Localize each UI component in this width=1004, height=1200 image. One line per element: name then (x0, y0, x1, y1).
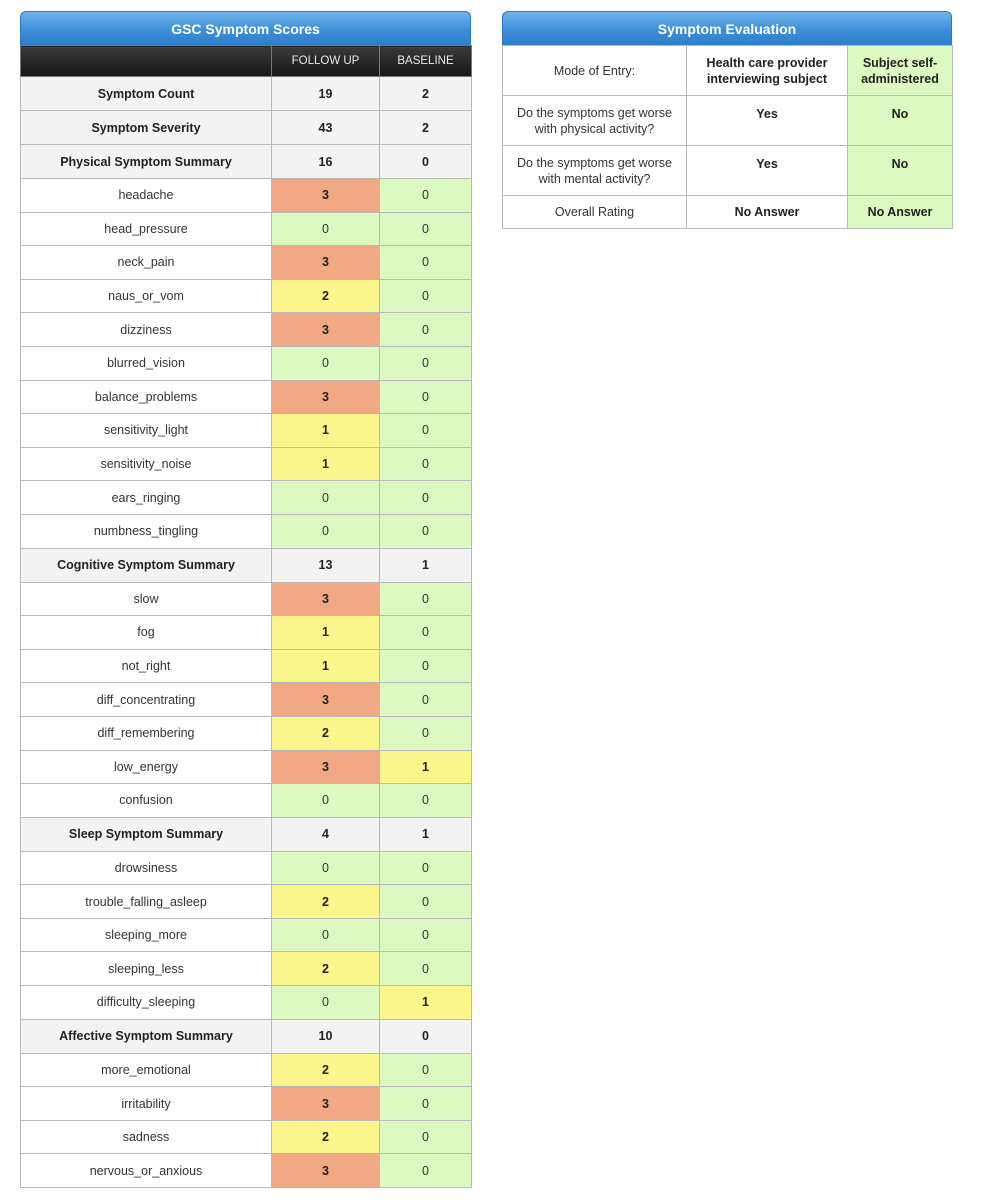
follow-up-score: 2 (272, 716, 380, 750)
summary-row (21, 817, 472, 851)
mode-provider-header: Health care provider interviewing subject (687, 46, 848, 96)
follow-up-score: 16 (272, 145, 380, 179)
baseline-score: 0 (380, 649, 472, 683)
follow-up-score: 1 (272, 649, 380, 683)
symptom-row (21, 716, 472, 750)
baseline-score: 0 (380, 1120, 472, 1154)
symptom-row (21, 1053, 472, 1087)
summary-row (21, 548, 472, 582)
symptom-row (21, 212, 472, 246)
mode-of-entry-row (503, 46, 953, 96)
symptom-row (21, 784, 472, 818)
symptom-name: sensitivity_noise (21, 447, 272, 481)
symptom-name: sensitivity_light (21, 414, 272, 448)
summary-row (21, 1019, 472, 1053)
overall-rating-row (503, 196, 953, 229)
symptom-name: sleeping_more (21, 918, 272, 952)
baseline-score: 1 (380, 986, 472, 1020)
follow-up-score: 0 (272, 481, 380, 515)
mode-of-entry-label: Mode of Entry: (503, 46, 687, 96)
summary-label: Physical Symptom Summary (21, 145, 272, 179)
symptom-name: more_emotional (21, 1053, 272, 1087)
baseline-score: 0 (380, 616, 472, 650)
gsc-scores-table (20, 45, 472, 1188)
baseline-score: 0 (380, 313, 472, 347)
overall-rating-label: Overall Rating (503, 196, 687, 229)
symptom-row (21, 447, 472, 481)
follow-up-score: 0 (272, 212, 380, 246)
follow-up-score: 2 (272, 279, 380, 313)
symptom-name: slow (21, 582, 272, 616)
evaluation-panel-title: Symptom Evaluation (502, 11, 952, 45)
symptom-name: numbness_tingling (21, 514, 272, 548)
symptom-row (21, 649, 472, 683)
symptom-name: drowsiness (21, 851, 272, 885)
follow-up-score: 3 (272, 1154, 380, 1188)
symptom-row (21, 514, 472, 548)
follow-up-score: 3 (272, 380, 380, 414)
symptom-row (21, 582, 472, 616)
baseline-score: 2 (380, 77, 472, 111)
symptom-name: irritability (21, 1087, 272, 1121)
evaluation-question: Do the symptoms get worse with physical activity? (503, 96, 687, 146)
summary-row (21, 145, 472, 179)
symptom-name: diff_concentrating (21, 683, 272, 717)
follow-up-score: 19 (272, 77, 380, 111)
follow-up-score: 1 (272, 447, 380, 481)
baseline-score: 0 (380, 1053, 472, 1087)
summary-row (21, 111, 472, 145)
symptom-row (21, 380, 472, 414)
baseline-score: 0 (380, 784, 472, 818)
symptom-evaluation-table (502, 45, 953, 229)
baseline-score: 0 (380, 885, 472, 919)
provider-answer: Yes (687, 96, 848, 146)
overall-rating-provider: No Answer (687, 196, 848, 229)
symptom-row (21, 179, 472, 213)
baseline-score: 0 (380, 952, 472, 986)
gsc-symptom-scores-panel (20, 11, 471, 1188)
symptom-name: balance_problems (21, 380, 272, 414)
follow-up-score: 3 (272, 313, 380, 347)
symptom-row (21, 885, 472, 919)
symptom-row (21, 1120, 472, 1154)
symptom-row (21, 481, 472, 515)
symptom-name: blurred_vision (21, 346, 272, 380)
baseline-score: 0 (380, 447, 472, 481)
follow-up-score: 2 (272, 1053, 380, 1087)
symptom-row (21, 1087, 472, 1121)
baseline-score: 0 (380, 380, 472, 414)
baseline-score: 0 (380, 212, 472, 246)
follow-up-score: 0 (272, 918, 380, 952)
baseline-score: 0 (380, 246, 472, 280)
evaluation-row (503, 96, 953, 146)
follow-up-score: 0 (272, 784, 380, 818)
follow-up-score: 3 (272, 246, 380, 280)
baseline-score: 1 (380, 750, 472, 784)
baseline-score: 1 (380, 548, 472, 582)
mode-self-header: Subject self-administered (848, 46, 953, 96)
follow-up-score: 43 (272, 111, 380, 145)
symptom-name: sleeping_less (21, 952, 272, 986)
follow-up-score: 4 (272, 817, 380, 851)
symptom-row (21, 986, 472, 1020)
symptom-name: trouble_falling_asleep (21, 885, 272, 919)
symptom-row (21, 851, 472, 885)
symptom-name: naus_or_vom (21, 279, 272, 313)
symptom-name: not_right (21, 649, 272, 683)
baseline-score: 0 (380, 716, 472, 750)
follow-up-score: 0 (272, 514, 380, 548)
symptom-row (21, 952, 472, 986)
baseline-score: 0 (380, 279, 472, 313)
summary-label: Affective Symptom Summary (21, 1019, 272, 1053)
follow-up-score: 2 (272, 952, 380, 986)
symptom-name: headache (21, 179, 272, 213)
evaluation-row (503, 146, 953, 196)
baseline-score: 0 (380, 179, 472, 213)
summary-label: Symptom Count (21, 77, 272, 111)
self-answer: No (848, 96, 953, 146)
summary-label: Symptom Severity (21, 111, 272, 145)
baseline-score: 0 (380, 582, 472, 616)
baseline-score: 0 (380, 481, 472, 515)
follow-up-score: 3 (272, 750, 380, 784)
follow-up-score: 0 (272, 346, 380, 380)
baseline-score: 0 (380, 918, 472, 952)
follow-up-score: 1 (272, 616, 380, 650)
evaluation-question: Do the symptoms get worse with mental activity? (503, 146, 687, 196)
symptom-row (21, 346, 472, 380)
baseline-score: 2 (380, 111, 472, 145)
follow-up-score: 1 (272, 414, 380, 448)
symptom-name: diff_remembering (21, 716, 272, 750)
follow-up-score: 3 (272, 582, 380, 616)
symptom-name: head_pressure (21, 212, 272, 246)
follow-up-score: 3 (272, 1087, 380, 1121)
symptom-row (21, 313, 472, 347)
symptom-name: low_energy (21, 750, 272, 784)
symptom-name: nervous_or_anxious (21, 1154, 272, 1188)
follow-up-score: 10 (272, 1019, 380, 1053)
self-answer: No (848, 146, 953, 196)
baseline-score: 0 (380, 1154, 472, 1188)
column-header-follow-up[interactable]: FOLLOW UP (272, 46, 380, 77)
baseline-score: 0 (380, 346, 472, 380)
baseline-score: 0 (380, 1019, 472, 1053)
symptom-row (21, 279, 472, 313)
symptom-row (21, 246, 472, 280)
provider-answer: Yes (687, 146, 848, 196)
symptom-row (21, 616, 472, 650)
symptom-row (21, 1154, 472, 1188)
summary-row (21, 77, 472, 111)
follow-up-score: 3 (272, 683, 380, 717)
summary-label: Cognitive Symptom Summary (21, 548, 272, 582)
baseline-score: 0 (380, 414, 472, 448)
follow-up-score: 0 (272, 986, 380, 1020)
symptom-name: fog (21, 616, 272, 650)
symptom-name: sadness (21, 1120, 272, 1154)
overall-rating-self: No Answer (848, 196, 953, 229)
symptom-name: difficulty_sleeping (21, 986, 272, 1020)
follow-up-score: 0 (272, 851, 380, 885)
baseline-score: 0 (380, 145, 472, 179)
baseline-score: 0 (380, 851, 472, 885)
baseline-score: 1 (380, 817, 472, 851)
baseline-score: 0 (380, 1087, 472, 1121)
symptom-row (21, 750, 472, 784)
column-header-baseline[interactable]: BASELINE (380, 46, 472, 77)
summary-label: Sleep Symptom Summary (21, 817, 272, 851)
column-header-symptom (21, 46, 272, 77)
symptom-name: confusion (21, 784, 272, 818)
symptom-evaluation-panel (502, 11, 952, 229)
follow-up-score: 13 (272, 548, 380, 582)
follow-up-score: 2 (272, 1120, 380, 1154)
symptom-name: dizziness (21, 313, 272, 347)
symptom-row (21, 414, 472, 448)
gsc-table-header-row (21, 46, 472, 77)
follow-up-score: 3 (272, 179, 380, 213)
symptom-name: neck_pain (21, 246, 272, 280)
baseline-score: 0 (380, 514, 472, 548)
baseline-score: 0 (380, 683, 472, 717)
symptom-row (21, 918, 472, 952)
follow-up-score: 2 (272, 885, 380, 919)
gsc-panel-title: GSC Symptom Scores (20, 11, 471, 45)
symptom-row (21, 683, 472, 717)
symptom-name: ears_ringing (21, 481, 272, 515)
